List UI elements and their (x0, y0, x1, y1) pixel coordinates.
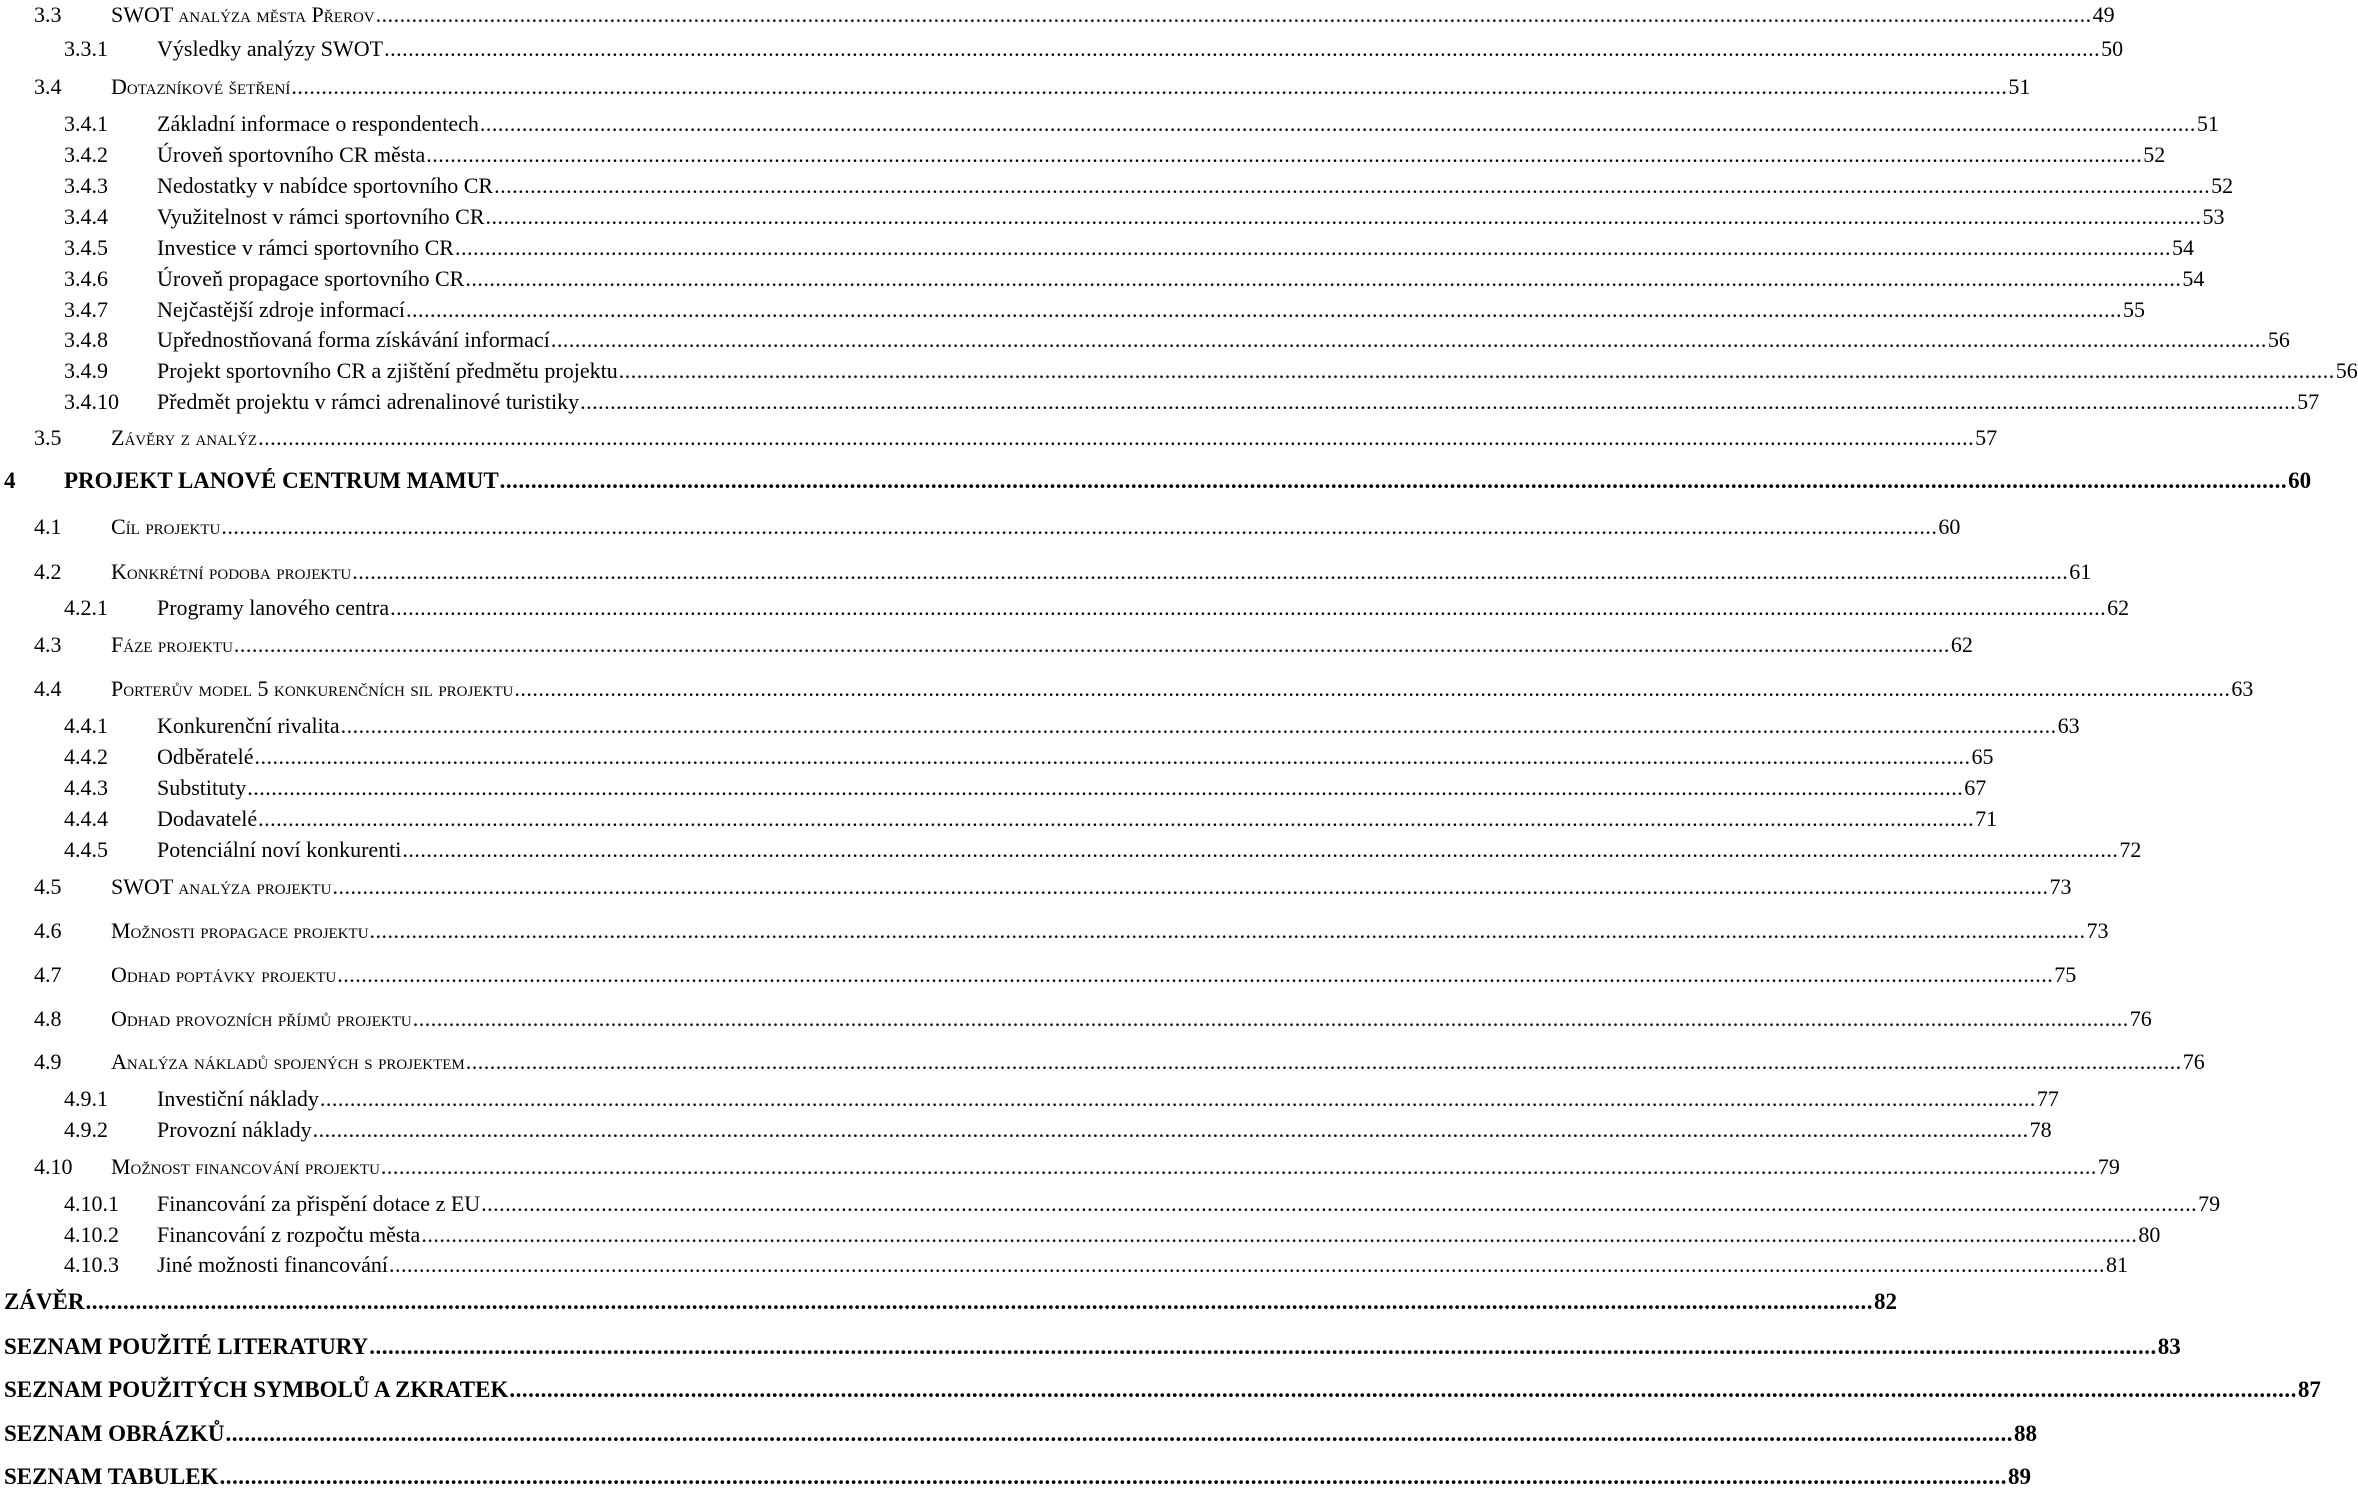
dot-leader (384, 36, 2100, 62)
toc-entry[interactable] (0, 1421, 2037, 1447)
toc-entry-title: Jiné možnosti financování (157, 1252, 388, 1277)
dot-leader (486, 204, 2202, 230)
toc-entry[interactable] (0, 837, 2142, 863)
toc-entry-number: 4.9.2 (64, 1117, 108, 1142)
toc-entry[interactable] (0, 266, 2205, 292)
dot-leader (313, 1117, 2029, 1143)
toc-entry-page: 73 (2049, 874, 2072, 899)
toc-entry-title: Provozní náklady (157, 1117, 312, 1142)
toc-entry-page: 57 (2297, 389, 2320, 414)
dot-leader (220, 1464, 2008, 1490)
toc-entry-number: 3.4.2 (64, 142, 108, 167)
toc-entry-number: 3.3.1 (64, 36, 108, 61)
toc-entry-number: 4.10.1 (64, 1191, 119, 1216)
toc-entry-page: 78 (2029, 1117, 2052, 1142)
toc-entry-page: 56 (2335, 358, 2358, 383)
toc-entry[interactable] (0, 111, 2219, 137)
toc-entry-number: 3.4.4 (64, 204, 108, 229)
dot-leader (258, 425, 1974, 451)
toc-entry-title: Financování za přispění dotace z EU (157, 1191, 481, 1216)
toc-entry-number: 4.4.2 (64, 744, 108, 769)
toc-entry-title: SWOT analýza projektu (111, 874, 332, 899)
toc-entry-title: SEZNAM POUŽITÝCH SYMBOLŮ A ZKRATEK (4, 1377, 509, 1402)
toc-entry-page: 57 (1975, 425, 1998, 450)
toc-entry-title: Předmět projektu v rámci adrenalinové turistiky (157, 389, 580, 414)
toc-entry-number: 3.4 (34, 74, 62, 99)
toc-entry[interactable] (0, 1006, 2152, 1032)
toc-entry-title: Potenciální noví konkurenti (157, 837, 402, 862)
toc-entry[interactable] (0, 514, 1961, 540)
dot-leader (580, 389, 2296, 415)
toc-entry-title: SWOT analýza města Přerov (111, 2, 375, 27)
dot-leader (413, 1006, 2129, 1032)
toc-entry-number: 4.8 (34, 1006, 62, 1031)
toc-entry-title: Dodavatelé (157, 806, 258, 831)
toc-entry-page: 71 (1975, 806, 1998, 831)
toc-entry-number: 4.2 (34, 559, 62, 584)
toc-entry-page: 56 (2267, 327, 2290, 352)
toc-entry-title: Investice v rámci sportovního CR (157, 235, 454, 260)
toc-entry-page: 82 (1874, 1289, 1898, 1314)
toc-entry-title: Upřednostňovaná forma získávání informací (157, 327, 550, 352)
toc-entry-page: 76 (2182, 1049, 2205, 1074)
toc-entry-number: 4.6 (34, 918, 62, 943)
toc-entry-title: Úroveň propagace sportovního CR (157, 266, 465, 291)
dot-leader (465, 266, 2181, 292)
toc-entry[interactable] (0, 962, 2077, 988)
toc-entry-number: 4.4.1 (64, 713, 108, 738)
toc-entry[interactable] (0, 297, 2146, 323)
toc-entry[interactable] (0, 874, 2072, 900)
toc-entry-title: SEZNAM OBRÁZKŮ (4, 1421, 225, 1446)
toc-entry[interactable] (0, 1252, 2128, 1278)
toc-entry[interactable] (0, 1154, 2120, 1180)
toc-entry[interactable] (0, 1191, 2221, 1217)
toc-entry[interactable] (0, 389, 2320, 415)
toc-entry[interactable] (0, 1377, 2321, 1403)
toc-entry[interactable] (0, 173, 2234, 199)
toc-entry[interactable] (0, 425, 1998, 451)
toc-entry-title: PROJEKT LANOVÉ CENTRUM MAMUT (64, 468, 499, 493)
toc-entry-page: 49 (2092, 2, 2115, 27)
toc-entry[interactable] (0, 918, 2109, 944)
toc-entry[interactable] (0, 1289, 1898, 1315)
toc-entry-number: 3.4.10 (64, 389, 119, 414)
toc-entry-title: Odhad poptávky projektu (111, 962, 337, 987)
toc-entry[interactable] (0, 1086, 2059, 1112)
dot-leader (455, 235, 2171, 261)
toc-entry[interactable] (0, 1049, 2205, 1075)
toc-entry-page: 65 (1971, 744, 1994, 769)
toc-entry-page: 81 (2105, 1252, 2128, 1277)
toc-entry-page: 55 (2123, 297, 2146, 322)
toc-entry-page: 60 (2288, 468, 2312, 493)
dot-leader (247, 775, 1963, 801)
toc-entry-title: SEZNAM TABULEK (4, 1464, 219, 1489)
toc-entry-title: Nejčastější zdroje informací (157, 297, 406, 322)
toc-entry-title: Základní informace o respondentech (157, 111, 479, 136)
toc-entry-number: 4 (4, 468, 16, 493)
toc-entry-page: 51 (2196, 111, 2219, 136)
dot-leader (337, 962, 2053, 988)
toc-entry-title: Možnost financování projektu (111, 1154, 380, 1179)
toc-entry-title: Závěry z analýz (111, 425, 258, 450)
toc-entry-title: Fáze projektu (111, 632, 233, 657)
dot-leader (255, 744, 1971, 770)
toc-entry-title: Porterův model 5 konkurenčních sil projektu (111, 676, 514, 701)
toc-entry-page: 54 (2171, 235, 2194, 260)
toc-entry-title: Investiční náklady (157, 1086, 319, 1111)
toc-entry-number: 4.3 (34, 632, 62, 657)
dot-leader (389, 1252, 2105, 1278)
toc-entry-number: 4.9.1 (64, 1086, 108, 1111)
toc-entry-page: 62 (2107, 595, 2130, 620)
dot-leader (221, 514, 1937, 540)
dot-leader (86, 1289, 1874, 1315)
toc-entry-title: Výsledky analýzy SWOT (157, 36, 384, 61)
dot-leader (341, 713, 2057, 739)
toc-entry-number: 4.4.4 (64, 806, 108, 831)
dot-leader (291, 74, 2007, 100)
toc-entry-number: 4.10.3 (64, 1252, 119, 1277)
toc-entry[interactable] (0, 559, 2092, 585)
toc-entry-page: 87 (2297, 1377, 2321, 1402)
toc-entry-number: 4.7 (34, 962, 62, 987)
toc-entry-page: 75 (2054, 962, 2077, 987)
toc-entry-page: 88 (2013, 1421, 2037, 1446)
dot-leader (466, 1049, 2182, 1075)
dot-leader (494, 173, 2210, 199)
dot-leader (509, 1377, 2297, 1403)
toc-entry-title: Nedostatky v nabídce sportovního CR (157, 173, 494, 198)
toc-entry-number: 4.1 (34, 514, 62, 539)
toc-entry-page: 79 (2198, 1191, 2221, 1216)
toc-entry-number: 4.4 (34, 676, 62, 701)
toc-entry-page: 77 (2036, 1086, 2059, 1111)
dot-leader (352, 559, 2068, 585)
toc-entry-title: Dotazníkové šetření (111, 74, 291, 99)
toc-entry[interactable] (0, 235, 2194, 261)
toc-entry-page: 61 (2069, 559, 2092, 584)
toc-entry-number: 3.4.8 (64, 327, 108, 352)
toc-entry-title: Analýza nákladů spojených s projektem (111, 1049, 465, 1074)
toc-entry-title: Odběratelé (157, 744, 254, 769)
toc-entry-number: 4.10 (34, 1154, 73, 1179)
toc-entry-number: 4.9 (34, 1049, 62, 1074)
toc-entry[interactable] (0, 2, 2115, 28)
toc-entry-page: 60 (1938, 514, 1961, 539)
toc-entry-number: 4.4.5 (64, 837, 108, 862)
toc-entry[interactable] (0, 36, 2124, 62)
toc-entry[interactable] (0, 1222, 2161, 1248)
toc-entry-number: 3.3 (34, 2, 62, 27)
toc-entry[interactable] (0, 327, 2290, 353)
toc-entry-page: 76 (2129, 1006, 2152, 1031)
toc-entry[interactable] (0, 632, 1973, 658)
toc-entry-title: Využitelnost v rámci sportovního CR (157, 204, 485, 229)
toc-entry-number: 4.2.1 (64, 595, 108, 620)
dot-leader (480, 111, 2196, 137)
toc-entry-page: 63 (2057, 713, 2080, 738)
toc-entry-title: Substituty (157, 775, 247, 800)
dot-leader (402, 837, 2118, 863)
toc-entry-title: SEZNAM POUŽITÉ LITERATURY (4, 1334, 369, 1359)
toc-entry-number: 3.4.1 (64, 111, 108, 136)
dot-leader (370, 918, 2086, 944)
dot-leader (514, 676, 2230, 702)
dot-leader (225, 1421, 2013, 1447)
toc-entry-title: Odhad provozních příjmů projektu (111, 1006, 412, 1031)
toc-entry-number: 4.10.2 (64, 1222, 119, 1247)
toc-entry[interactable] (0, 744, 1994, 770)
toc-entry-page: 52 (2211, 173, 2234, 198)
toc-entry-number: 3.4.5 (64, 235, 108, 260)
dot-leader (619, 358, 2335, 384)
toc-entry[interactable] (0, 358, 2358, 384)
toc-entry-page: 62 (1950, 632, 1973, 657)
toc-entry-title: Konkrétní podoba projektu (111, 559, 352, 584)
dot-leader (320, 1086, 2036, 1112)
toc-entry-page: 80 (2138, 1222, 2161, 1247)
toc-entry[interactable] (0, 1117, 2052, 1143)
toc-entry-page: 89 (2008, 1464, 2032, 1489)
toc-entry-page: 63 (2231, 676, 2254, 701)
toc-entry[interactable] (0, 595, 2130, 621)
toc-entry-page: 73 (2086, 918, 2109, 943)
toc-entry[interactable] (0, 1334, 2181, 1360)
toc-entry[interactable] (0, 1464, 2032, 1490)
toc-entry-title: ZÁVĚR (4, 1289, 85, 1314)
toc-entry-number: 3.4.6 (64, 266, 108, 291)
toc-entry-title: Úroveň sportovního CR města (157, 142, 426, 167)
dot-leader (481, 1191, 2197, 1217)
toc-entry[interactable] (0, 204, 2225, 230)
toc-entry[interactable] (0, 713, 2080, 739)
toc-entry[interactable] (0, 74, 2031, 100)
dot-leader (426, 142, 2142, 168)
toc-entry-title: Konkurenční rivalita (157, 713, 340, 738)
toc-entry-title: Možnosti propagace projektu (111, 918, 369, 943)
toc-entry-page: 52 (2143, 142, 2166, 167)
toc-entry-page: 67 (1964, 775, 1987, 800)
dot-leader (390, 595, 2106, 621)
toc-entry-title: Programy lanového centra (157, 595, 390, 620)
toc-entry-number: 3.4.7 (64, 297, 108, 322)
toc-entry-number: 3.5 (34, 425, 62, 450)
toc-entry[interactable] (0, 676, 2254, 702)
toc-entry[interactable] (0, 806, 1998, 832)
toc-entry-number: 3.4.3 (64, 173, 108, 198)
toc-entry-page: 83 (2157, 1334, 2181, 1359)
toc-entry-number: 4.5 (34, 874, 62, 899)
toc-entry-title: Cíl projektu (111, 514, 221, 539)
toc-entry-page: 72 (2119, 837, 2142, 862)
toc-entry-page: 54 (2182, 266, 2205, 291)
toc-entry-title: Financování z rozpočtu města (157, 1222, 421, 1247)
toc-entry[interactable] (0, 142, 2166, 168)
toc-entry-title: Projekt sportovního CR a zjištění předmětu projektu (157, 358, 618, 383)
dot-leader (406, 297, 2122, 323)
dot-leader (332, 874, 2048, 900)
dot-leader (500, 468, 2288, 494)
toc-entry-page: 51 (2008, 74, 2031, 99)
toc-entry-page: 53 (2202, 204, 2225, 229)
dot-leader (258, 806, 1974, 832)
dot-leader (376, 2, 2092, 28)
dot-leader (369, 1334, 2157, 1360)
toc-entry[interactable] (0, 468, 2312, 494)
dot-leader (234, 632, 1950, 658)
dot-leader (381, 1154, 2097, 1180)
toc-entry[interactable] (0, 775, 1987, 801)
toc-entry-number: 4.4.3 (64, 775, 108, 800)
toc-entry-page: 50 (2101, 36, 2124, 61)
dot-leader (421, 1222, 2137, 1248)
toc-entry-page: 79 (2097, 1154, 2120, 1179)
dot-leader (551, 327, 2267, 353)
toc-entry-number: 3.4.9 (64, 358, 108, 383)
